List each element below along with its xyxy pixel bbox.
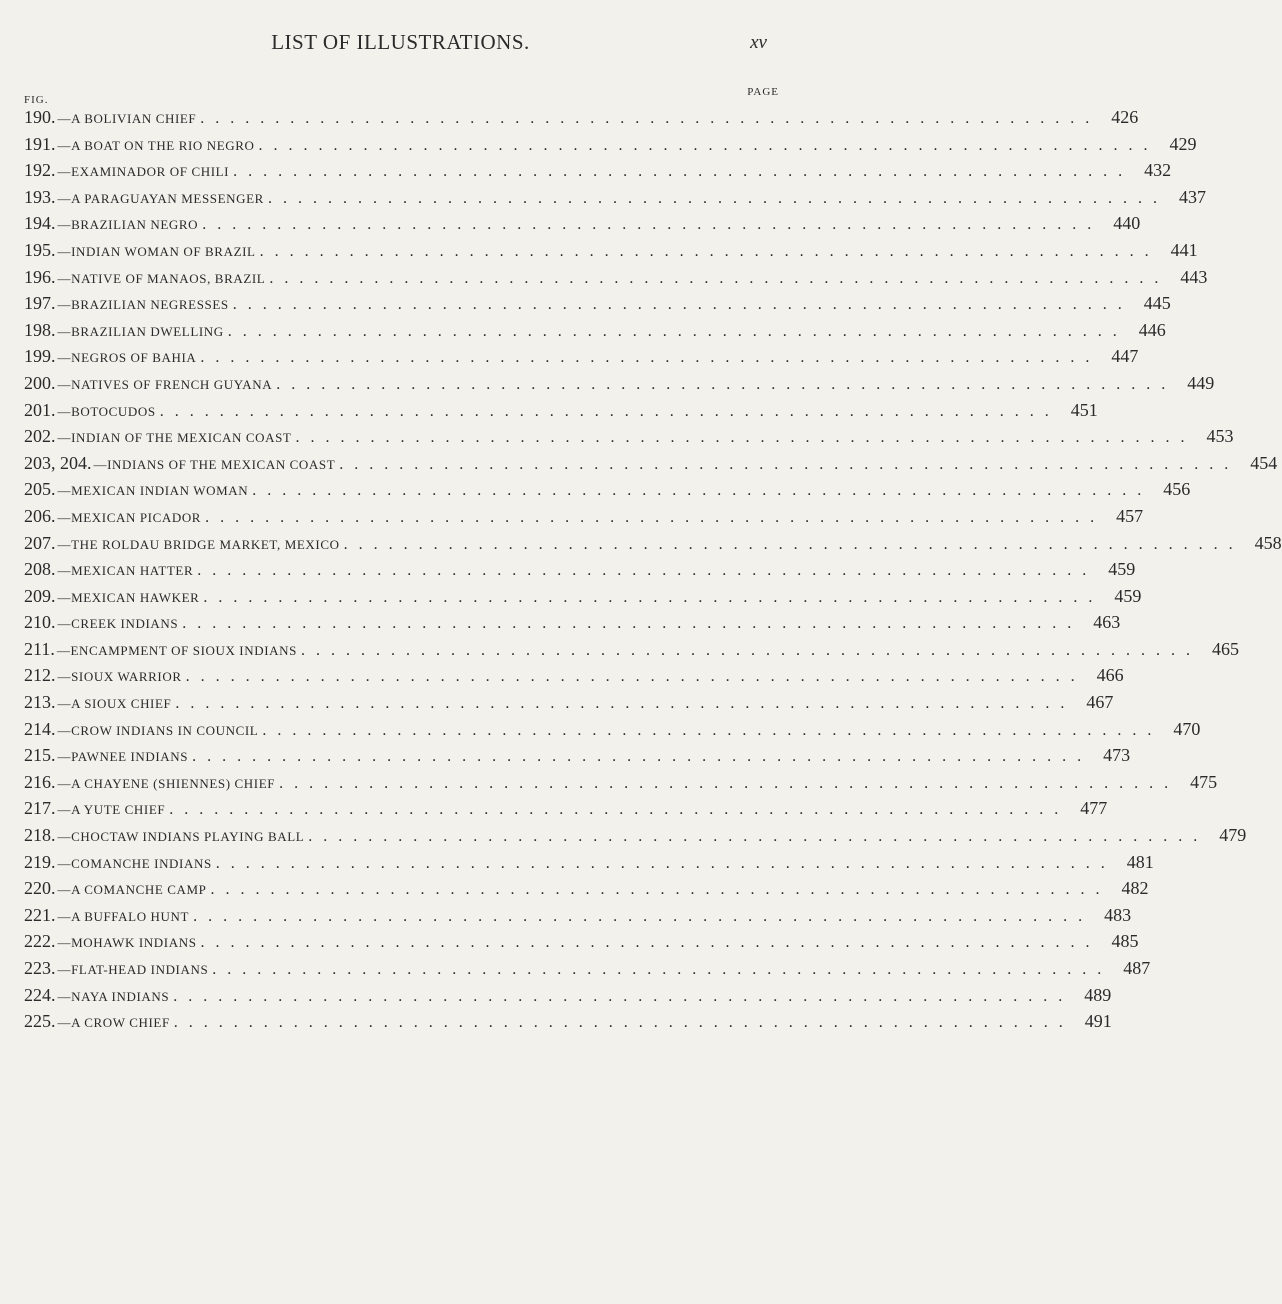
dot-leader: ............................................................: [279, 774, 1180, 792]
list-item: [24, 264, 1208, 291]
page-column-heading: PAGE: [747, 86, 779, 98]
dot-leader: ............................................................: [252, 482, 1153, 500]
dot-leader: ............................................................: [175, 695, 1076, 713]
dot-leader: ............................................................: [159, 402, 1060, 420]
illustration-title: —SIOUX WARRIOR: [57, 669, 182, 685]
illustration-title: —FLAT-HEAD INDIANS: [57, 962, 209, 977]
figure-number: 207.: [24, 532, 56, 553]
page-reference: 432: [1144, 160, 1172, 181]
page-reference: 449: [1187, 372, 1215, 393]
list-item: [24, 902, 1132, 929]
page-reference: 467: [1086, 692, 1114, 713]
illustration-title: —A PARAGUAYAN MESSENGER: [57, 190, 264, 206]
list-item: [24, 875, 1149, 902]
list-item: [24, 742, 1131, 769]
page-reference: 487: [1123, 958, 1151, 978]
illustration-title: —MEXICAN PICADOR: [57, 509, 202, 525]
dot-leader: ............................................................: [212, 961, 1113, 978]
fig-column-heading: FIG.: [24, 94, 49, 106]
dot-leader: ............................................................: [200, 110, 1101, 127]
dot-leader: ............................................................: [259, 242, 1160, 260]
figure-number: 203, 204.: [24, 452, 92, 473]
illustration-title: —PAWNEE INDIANS: [57, 749, 189, 765]
list-item: [24, 769, 1218, 796]
page-reference: 445: [1143, 293, 1171, 314]
figure-number: 213.: [24, 692, 56, 713]
illustration-title: —INDIANS OF THE MEXICAN COAST: [93, 456, 336, 472]
list-item: [24, 237, 1198, 264]
illustration-title: —A COMANCHE CAMP: [57, 882, 207, 898]
page-reference: 440: [1113, 213, 1141, 234]
running-title: LIST OF ILLUSTRATIONS.: [271, 30, 530, 54]
illustration-title: —A YUTE CHIEF: [57, 802, 166, 818]
page-reference: 459: [1114, 585, 1142, 606]
illustration-title: —BOTOCUDOS: [57, 403, 156, 419]
list-item: [24, 636, 1239, 663]
list-item: [24, 609, 1121, 636]
illustration-list: [24, 104, 1282, 1035]
list-item: [24, 210, 1141, 237]
column-headings: [24, 86, 779, 106]
illustration-title: —BRAZILIAN DWELLING: [57, 323, 224, 339]
page-reference: 459: [1108, 559, 1136, 580]
page-reference: 465: [1211, 638, 1239, 659]
page-reference: 473: [1103, 745, 1131, 766]
illustration-title: —CHOCTAW INDIANS PLAYING BALL: [57, 829, 305, 845]
dot-leader: ............................................................: [192, 748, 1093, 766]
page-reference: 458: [1254, 532, 1282, 553]
illustration-title: —MEXICAN HAWKER: [57, 589, 200, 605]
list-item: [24, 689, 1114, 716]
page-reference: 451: [1070, 399, 1098, 420]
dot-leader: ............................................................: [203, 588, 1104, 606]
list-item: [24, 982, 1112, 1009]
dot-leader: ............................................................: [210, 881, 1111, 899]
page-reference: 485: [1111, 931, 1139, 952]
figure-number: 215.: [24, 745, 56, 766]
list-item: [24, 290, 1171, 317]
page-reference: 477: [1080, 798, 1108, 819]
dot-leader: ............................................................: [200, 349, 1101, 367]
figure-number: 223.: [24, 958, 56, 978]
illustration-title: —INDIAN WOMAN OF BRAZIL: [57, 243, 256, 259]
figure-number: 206.: [24, 505, 56, 526]
page-reference: 426: [1111, 107, 1139, 127]
illustration-title: —THE ROLDAU BRIDGE MARKET, MEXICO: [57, 536, 340, 552]
page-reference: 429: [1169, 133, 1197, 154]
list-item: [24, 476, 1191, 503]
page-number: xv: [750, 32, 767, 53]
dot-leader: ............................................................: [258, 136, 1159, 154]
figure-number: 199.: [24, 346, 56, 367]
illustration-title: —A SIOUX CHIEF: [57, 696, 172, 712]
illustration-title: —NAYA INDIANS: [57, 988, 170, 1004]
list-item: [24, 583, 1142, 610]
dot-leader: ............................................................: [197, 562, 1098, 580]
dot-leader: ............................................................: [233, 163, 1134, 181]
illustration-title: —CROW INDIANS IN COUNCIL: [57, 722, 259, 738]
dot-leader: ............................................................: [295, 429, 1196, 447]
page-reference: 475: [1190, 771, 1218, 792]
page-reference: 482: [1121, 878, 1149, 899]
list-item: [24, 317, 1166, 344]
page-header: [0, 30, 801, 60]
figure-number: 218.: [24, 825, 56, 846]
dot-leader: ............................................................: [185, 668, 1086, 686]
page-reference: 470: [1173, 718, 1201, 739]
figure-number: 194.: [24, 213, 56, 234]
list-item: [24, 157, 1172, 184]
page-reference: 443: [1180, 266, 1208, 287]
list-item: [24, 370, 1215, 397]
list-item: [24, 1008, 1112, 1035]
figure-number: 196.: [24, 266, 56, 287]
figure-number: 210.: [24, 612, 56, 633]
page-reference: 446: [1138, 319, 1166, 340]
list-item: [24, 955, 1151, 982]
figure-number: 220.: [24, 878, 56, 899]
page-reference: 437: [1178, 186, 1206, 207]
list-item: [24, 397, 1098, 424]
list-item: [24, 131, 1197, 158]
page-reference: 483: [1104, 904, 1132, 925]
list-item: [24, 343, 1139, 370]
dot-leader: ............................................................: [169, 801, 1070, 819]
dot-leader: ............................................................: [308, 828, 1209, 846]
dot-leader: ............................................................: [193, 907, 1094, 925]
list-item: [24, 503, 1144, 530]
page-reference: 481: [1126, 851, 1154, 872]
figure-number: 217.: [24, 798, 56, 819]
illustration-title: —NATIVES OF FRENCH GUYANA: [57, 376, 273, 392]
dot-leader: ............................................................: [232, 296, 1133, 314]
page-reference: 447: [1111, 346, 1139, 367]
illustration-title: —A BOAT ON THE RIO NEGRO: [57, 137, 255, 153]
dot-leader: ............................................................: [182, 615, 1083, 633]
figure-number: 195.: [24, 239, 56, 260]
dot-leader: ............................................................: [262, 721, 1163, 739]
figure-number: 222.: [24, 931, 56, 952]
figure-number: 205.: [24, 479, 56, 500]
list-item: [24, 795, 1108, 822]
figure-number: 201.: [24, 399, 56, 420]
illustration-title: —BRAZILIAN NEGRESSES: [57, 297, 229, 313]
illustration-title: —MOHAWK INDIANS: [57, 935, 197, 951]
page-reference: 479: [1219, 825, 1247, 846]
list-item: [24, 662, 1124, 689]
list-item: [24, 928, 1139, 955]
list-item: [24, 716, 1201, 743]
figure-number: 221.: [24, 904, 56, 925]
list-item: [24, 423, 1234, 450]
list-item: [24, 104, 1139, 131]
list-item: [24, 450, 1278, 477]
figure-number: 193.: [24, 186, 56, 207]
figure-number: 224.: [24, 984, 56, 1005]
figure-number: 211.: [24, 638, 55, 659]
list-item: [24, 184, 1206, 211]
illustration-title: —CREEK INDIANS: [57, 616, 179, 632]
figure-number: 225.: [24, 1011, 56, 1032]
dot-leader: ............................................................: [202, 216, 1103, 234]
figure-number: 202.: [24, 426, 56, 447]
illustration-title: —NATIVE OF MANAOS, BRAZIL: [57, 270, 266, 286]
dot-leader: ............................................................: [343, 535, 1244, 553]
illustration-title: —A CHAYENE (SHIENNES) CHIEF: [57, 775, 276, 791]
page-reference: 456: [1163, 479, 1191, 500]
figure-number: 191.: [24, 133, 56, 154]
illustration-title: —EXAMINADOR OF CHILI: [57, 164, 230, 180]
figure-number: 216.: [24, 771, 56, 792]
dot-leader: ............................................................: [227, 322, 1128, 340]
list-item: [24, 849, 1154, 876]
dot-leader: ............................................................: [339, 455, 1240, 473]
dot-leader: ............................................................: [173, 1014, 1074, 1032]
dot-leader: ............................................................: [276, 375, 1177, 393]
figure-number: 219.: [24, 851, 56, 872]
illustration-title: —A BOLIVIAN CHIEF: [57, 111, 197, 126]
illustration-title: —MEXICAN HATTER: [57, 563, 194, 579]
page-reference: 463: [1093, 612, 1121, 633]
page-reference: 454: [1250, 452, 1278, 473]
figure-number: 198.: [24, 319, 56, 340]
illustration-title: —NEGROS OF BAHIA: [57, 350, 197, 366]
illustration-title: —MEXICAN INDIAN WOMAN: [57, 483, 249, 499]
illustration-title: —BRAZILIAN NEGRO: [57, 217, 199, 233]
list-item: [24, 822, 1247, 849]
page-reference: 453: [1206, 426, 1234, 447]
page-reference: 491: [1084, 1011, 1112, 1032]
dot-leader: ............................................................: [200, 934, 1101, 952]
dot-leader: ............................................................: [205, 508, 1106, 526]
figure-number: 209.: [24, 585, 56, 606]
dot-leader: ............................................................: [300, 641, 1201, 659]
figure-number: 197.: [24, 293, 56, 314]
illustration-title: —COMANCHE INDIANS: [57, 855, 212, 871]
figure-number: 190.: [24, 107, 56, 127]
illustration-title: —A BUFFALO HUNT: [57, 908, 190, 924]
illustration-title: —A CROW CHIEF: [57, 1015, 170, 1031]
page-reference: 489: [1084, 984, 1112, 1005]
dot-leader: ............................................................: [215, 854, 1116, 872]
dot-leader: ............................................................: [267, 189, 1168, 207]
figure-number: 208.: [24, 559, 56, 580]
page-reference: 441: [1170, 239, 1198, 260]
figure-number: 212.: [24, 665, 56, 686]
figure-number: 200.: [24, 372, 56, 393]
figure-number: 192.: [24, 160, 56, 181]
page-reference: 457: [1116, 505, 1144, 526]
figure-number: 214.: [24, 718, 56, 739]
list-item: [24, 530, 1282, 557]
dot-leader: ............................................................: [173, 987, 1074, 1005]
page-reference: 466: [1096, 665, 1124, 686]
list-item: [24, 556, 1136, 583]
dot-leader: ............................................................: [269, 269, 1170, 287]
illustration-title: —INDIAN OF THE MEXICAN COAST: [57, 430, 292, 446]
illustration-title: —ENCAMPMENT OF SIOUX INDIANS: [56, 642, 297, 658]
